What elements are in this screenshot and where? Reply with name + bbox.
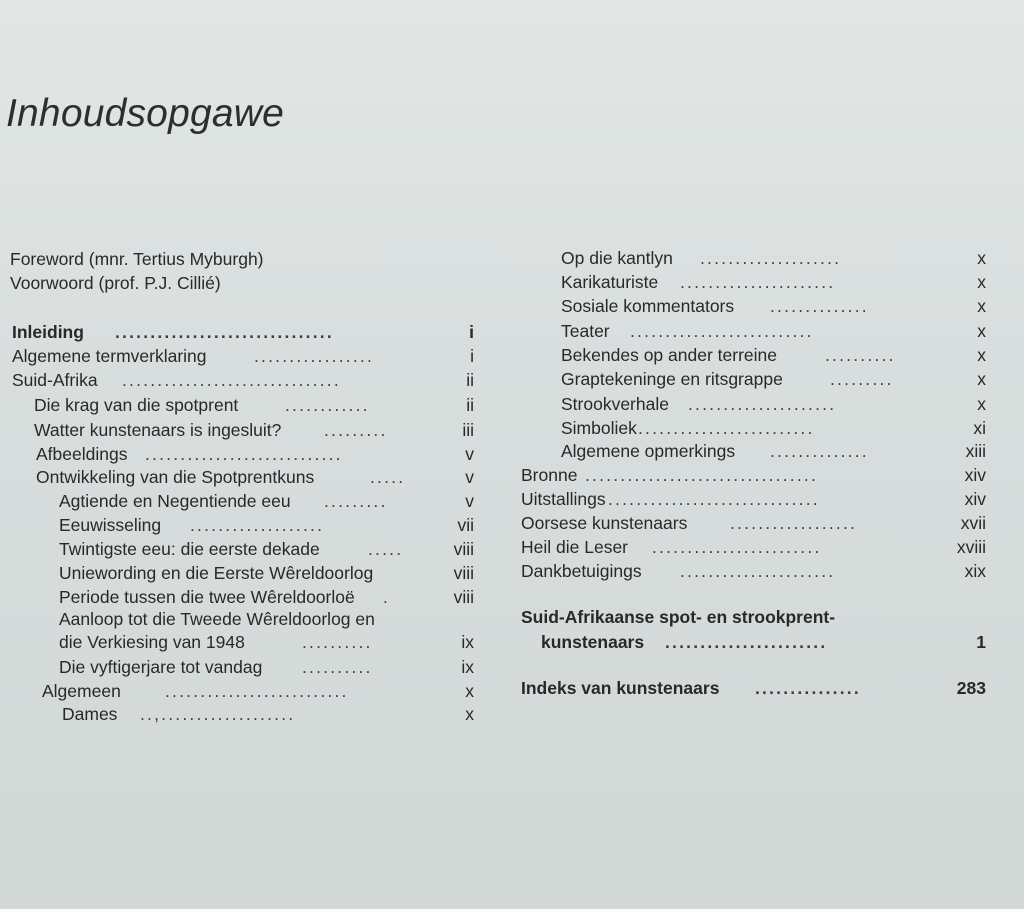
toc-leader-dots: ............ — [285, 395, 370, 415]
toc-entry — [42, 679, 474, 703]
toc-entry-label: Algemeen — [42, 681, 121, 701]
toc-leader-dots: ...................... — [680, 561, 836, 581]
toc-entry-label: Oorsese kunstenaars — [521, 513, 688, 533]
toc-leader-dots: ....................... — [665, 632, 828, 652]
toc-entry — [561, 392, 986, 416]
toc-page-number: x — [977, 272, 986, 292]
toc-page-number: v — [465, 467, 474, 487]
toc-entry-label: Strookverhale — [561, 394, 669, 414]
toc-entry — [561, 319, 986, 343]
toc-page-number: i — [470, 346, 474, 366]
toc-leader-dots: .......................... — [165, 681, 349, 701]
toc-leader-dots: . — [383, 587, 391, 607]
toc-entry-label: Eeuwisseling — [59, 515, 162, 535]
toc-leader-dots: ..,................... — [140, 704, 296, 724]
toc-entry — [59, 561, 474, 585]
toc-page-number: viii — [453, 563, 474, 583]
toc-leader-dots: ............................ — [145, 444, 343, 464]
toc-entry-label: Sosiale kommentators — [561, 296, 735, 316]
toc-entry-label: Twintigste eeu: die eerste dekade — [59, 539, 320, 559]
toc-entry-label: Voorwoord (prof. P.J. Cillié) — [10, 273, 221, 293]
toc-entry — [521, 463, 986, 487]
toc-leader-dots: .............. — [770, 296, 869, 316]
toc-entry-label: Heil die Leser — [521, 537, 628, 557]
toc-entry-label: Teater — [561, 321, 610, 341]
toc-entry — [34, 393, 474, 417]
toc-leader-dots: ................................. — [585, 465, 819, 485]
toc-leader-dots: .......... — [825, 345, 896, 365]
toc-leader-dots: ........................ — [652, 537, 822, 557]
toc-entry-label: die Verkiesing van 1948 — [59, 632, 245, 652]
toc-leader-dots: ............................... — [115, 322, 334, 342]
toc-entry-label: Aanloop tot die Tweede Wêreldoorlog en — [59, 609, 375, 629]
toc-page-number: x — [977, 394, 986, 414]
toc-leader-dots: ................. — [254, 346, 375, 366]
toc-page-number: i — [469, 322, 474, 342]
toc-entry-label: Agtiende en Negentiende eeu — [59, 491, 291, 511]
toc-page-number: x — [977, 248, 986, 268]
toc-page-number: x — [465, 704, 474, 724]
toc-entry-label: Periode tussen die twee Wêreldoorloë — [59, 587, 355, 607]
toc-entry-label: Inleiding — [12, 322, 84, 342]
toc-entry — [10, 271, 474, 295]
toc-page-number: x — [465, 681, 474, 701]
toc-entry-label: Op die kantlyn — [561, 248, 673, 268]
toc-page-number: 1 — [976, 632, 986, 652]
toc-entry-label: Die vyftigerjare tot vandag — [59, 657, 263, 677]
toc-leader-dots: ......... — [324, 420, 388, 440]
toc-entry — [561, 270, 986, 294]
toc-entry-label: kunstenaars — [541, 632, 645, 652]
toc-entry-label: Suid-Afrika — [12, 370, 98, 390]
toc-entry-label: Suid-Afrikaanse spot- en strookprent- — [521, 607, 836, 627]
toc-leader-dots: ................... — [190, 515, 325, 535]
toc-entry-label: Indeks van kunstenaars — [521, 678, 720, 698]
toc-entry — [541, 630, 986, 654]
toc-page-number: viii — [453, 539, 474, 559]
toc-entry-label: Graptekeninge en ritsgrappe — [561, 369, 783, 389]
toc-entry-label: Dames — [62, 704, 118, 724]
toc-entry — [59, 655, 474, 679]
toc-entry — [561, 416, 986, 440]
toc-entry — [62, 702, 474, 726]
toc-leader-dots: .......... — [302, 657, 373, 677]
toc-entry — [561, 294, 986, 318]
toc-page-number: ix — [461, 657, 474, 677]
toc-page-number: xvii — [960, 513, 986, 533]
toc-entry — [12, 368, 474, 392]
toc-entry — [59, 607, 474, 631]
toc-entry — [521, 605, 986, 629]
toc-entry — [10, 247, 474, 271]
toc-leader-dots: ..... — [368, 539, 404, 559]
toc-leader-dots: ......... — [324, 491, 388, 511]
toc-page-number: xiv — [964, 465, 986, 485]
toc-entry-label: Algemene termverklaring — [12, 346, 207, 366]
toc-entry-label: Watter kunstenaars is ingesluit? — [34, 420, 282, 440]
toc-leader-dots: .................... — [700, 248, 842, 268]
toc-page-number: 283 — [956, 678, 986, 698]
toc-entry — [59, 489, 474, 513]
toc-entry — [36, 465, 474, 489]
toc-page-number: xix — [964, 561, 986, 581]
toc-page-number: vii — [457, 515, 474, 535]
toc-entry-label: Uniewording en die Eerste Wêreldoorlog — [59, 563, 374, 583]
toc-page-number: x — [977, 296, 986, 316]
toc-entry-label: Bronne — [521, 465, 578, 485]
toc-leader-dots: ......... — [830, 369, 894, 389]
toc-page-number: ii — [466, 370, 474, 390]
toc-entry-label: Foreword (mnr. Tertius Myburgh) — [10, 249, 264, 269]
toc-entry — [12, 344, 474, 368]
toc-entry — [521, 676, 986, 700]
toc-page-number: ix — [461, 632, 474, 652]
toc-entry — [561, 439, 986, 463]
toc-entry — [521, 535, 986, 559]
toc-entry — [521, 559, 986, 583]
toc-leader-dots: .............. — [770, 441, 869, 461]
toc-entry-label: Afbeeldings — [36, 444, 128, 464]
toc-leader-dots: ............................... — [122, 370, 341, 390]
toc-page-number: xiii — [965, 441, 986, 461]
toc-page-number: xi — [973, 418, 986, 438]
toc-page-number: iii — [462, 420, 474, 440]
toc-entry-label: Die krag van die spotprent — [34, 395, 239, 415]
toc-leader-dots: ......................... — [638, 418, 815, 438]
toc-entry — [36, 442, 474, 466]
toc-page-number: xiv — [964, 489, 986, 509]
toc-entry — [59, 585, 474, 609]
toc-page-number: v — [465, 491, 474, 511]
toc-leader-dots: .......................... — [630, 321, 814, 341]
toc-entry — [561, 367, 986, 391]
toc-page-number: ii — [466, 395, 474, 415]
toc-entry — [521, 487, 986, 511]
toc-leader-dots: ..... — [370, 467, 406, 487]
toc-entry-label: Uitstallings — [521, 489, 606, 509]
toc-entry-label: Ontwikkeling van die Spotprentkuns — [36, 467, 315, 487]
toc-page-number: x — [977, 369, 986, 389]
toc-entry — [561, 343, 986, 367]
toc-page-number: xviii — [956, 537, 986, 557]
toc-leader-dots: ............... — [755, 678, 861, 698]
toc-entry — [561, 246, 986, 270]
toc-page-number: viii — [453, 587, 474, 607]
toc-entry — [34, 418, 474, 442]
toc-leader-dots: ..................... — [688, 394, 837, 414]
toc-page-number: x — [977, 321, 986, 341]
toc-entry — [521, 511, 986, 535]
toc-entry-label: Algemene opmerkings — [561, 441, 736, 461]
toc-entry-label: Dankbetuigings — [521, 561, 642, 581]
toc-entry — [59, 630, 474, 654]
toc-entry — [59, 513, 474, 537]
toc-entry — [59, 537, 474, 561]
toc-entry-label: Simboliek — [561, 418, 637, 438]
toc-page-number: x — [977, 345, 986, 365]
toc-leader-dots: .................. — [730, 513, 858, 533]
toc-entry-label: Karikaturiste — [561, 272, 659, 292]
toc-page-number: v — [465, 444, 474, 464]
toc-leader-dots: .......... — [302, 632, 373, 652]
toc-entry — [12, 320, 474, 344]
page-title: Inhoudsopgawe — [6, 92, 284, 135]
toc-leader-dots: ...................... — [680, 272, 836, 292]
toc-entry-label: Bekendes op ander terreine — [561, 345, 777, 365]
toc-leader-dots: .............................. — [608, 489, 820, 509]
